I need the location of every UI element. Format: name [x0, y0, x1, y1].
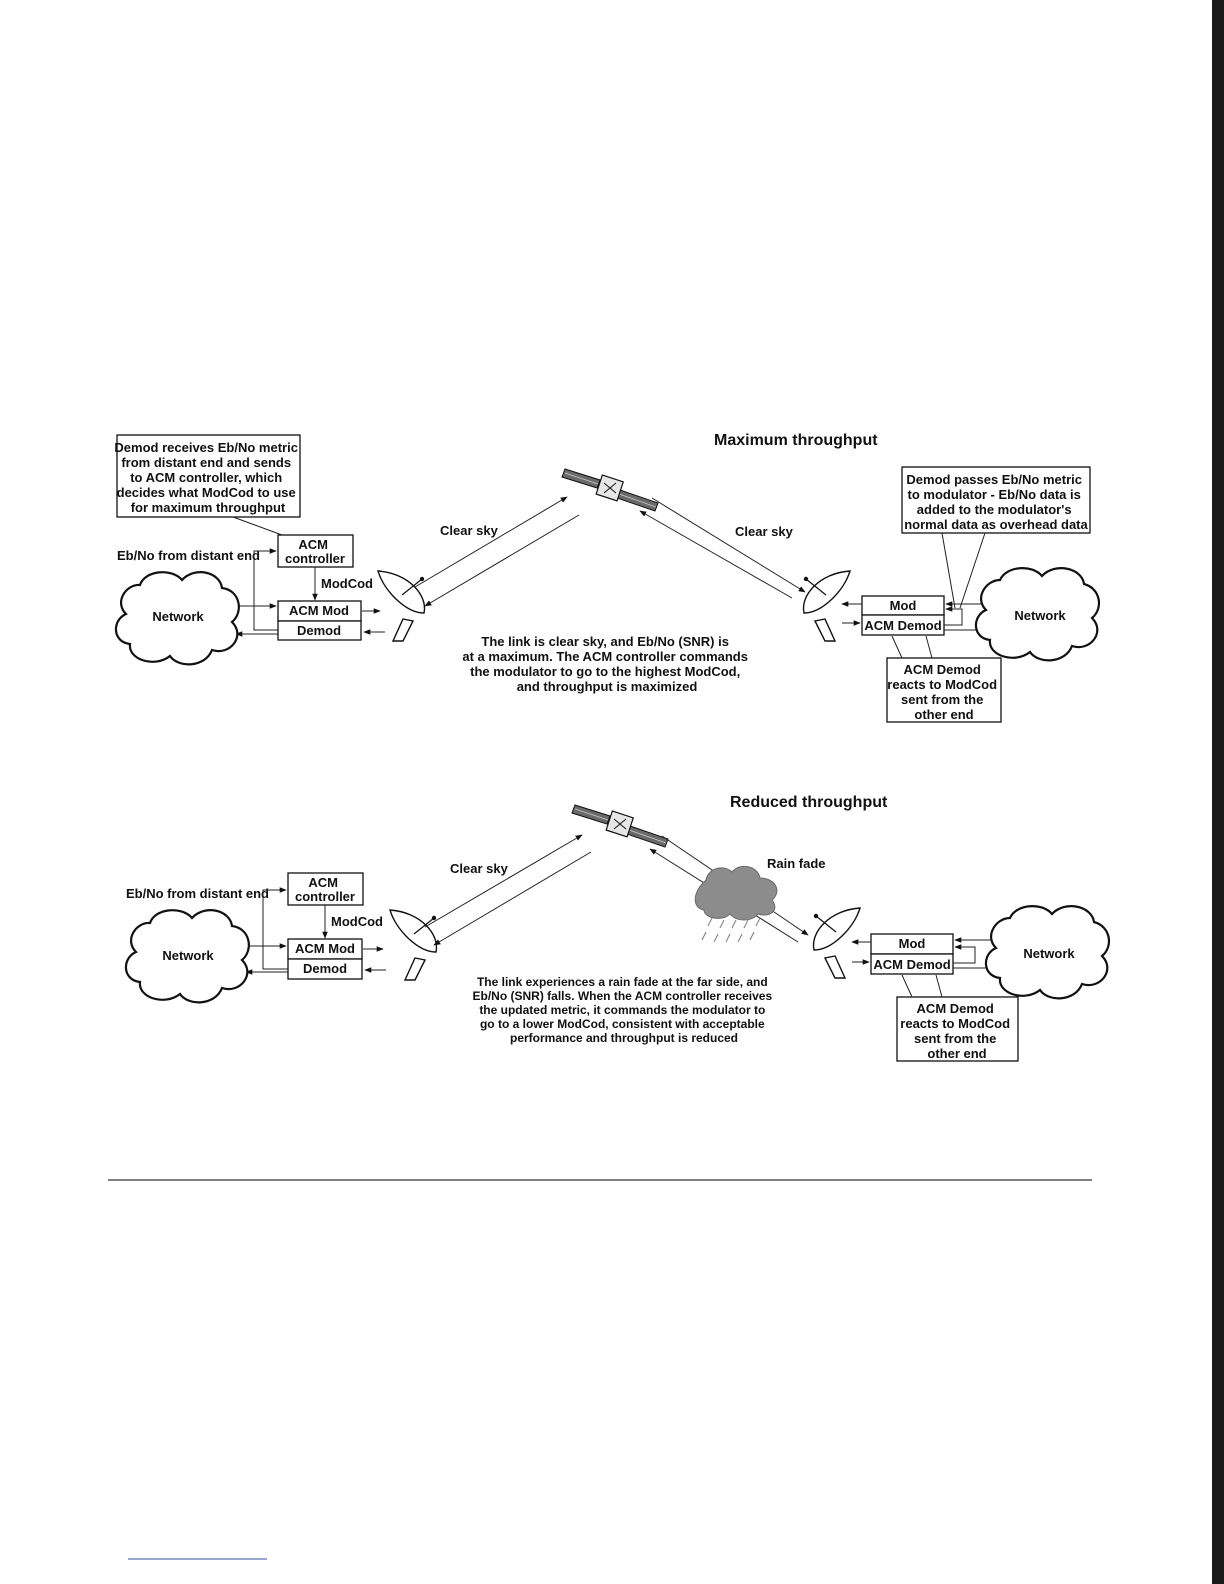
- top-modcod-label: ModCod: [321, 576, 373, 591]
- top-title: Maximum throughput: [714, 432, 878, 449]
- bottom-modcod-label: ModCod: [331, 914, 383, 929]
- top-clear-sky-left: Clear sky: [440, 523, 498, 538]
- top-react-note: ACM Demod reacts to ModCod sent from the other end: [887, 662, 998, 722]
- bottom-ebno-label: Eb/No from distant end: [126, 886, 269, 901]
- top-acm-demod-label: ACM Demod: [864, 618, 942, 633]
- bottom-acm-mod-label: ACM Mod: [295, 941, 355, 956]
- bottom-left-network-label: Network: [162, 948, 214, 963]
- top-center-text: The link is clear sky, and Eb/No (SNR) is at a maximum. The ACM controller commands the modulator to go to the highest ModCod, and throughput is maximized: [462, 634, 748, 694]
- top-acm-mod-label: ACM Mod: [289, 603, 349, 618]
- top-controller-label: ACM controller: [285, 537, 345, 566]
- top-right-dish: [803, 571, 850, 641]
- bottom-rain-fade-label: Rain fade: [767, 856, 826, 871]
- top-ebno-label: Eb/No from distant end: [117, 548, 260, 563]
- rain-cloud-icon: [695, 866, 777, 920]
- bottom-react-note: ACM Demod reacts to ModCod sent from the other end: [900, 1001, 1011, 1061]
- top-demod-label: Demod: [296, 623, 342, 638]
- top-mod-label: Mod: [889, 598, 917, 613]
- top-left-network-label: Network: [152, 609, 204, 624]
- bottom-demod-label: Demod: [302, 961, 348, 976]
- bottom-satellite: [572, 805, 668, 847]
- bottom-right-network-label: Network: [1023, 946, 1075, 961]
- bottom-title: Reduced throughput: [730, 794, 888, 811]
- bottom-controller-label: ACM controller: [295, 875, 355, 904]
- rain-drops-icon: [702, 918, 760, 942]
- top-left-note: Demod receives Eb/No metric from distant end and sends to ACM controller, which decides what ModCod to use for maximum throughput: [114, 440, 298, 515]
- bottom-right-dish: [813, 908, 860, 978]
- bottom-mod-label: Mod: [898, 936, 926, 951]
- top-right-note: Demod passes Eb/No metric to modulator - Eb/No data is added to the modulator's normal data as overhead data: [904, 472, 1088, 532]
- bottom-clear-sky-left: Clear sky: [450, 861, 508, 876]
- top-clear-sky-right: Clear sky: [735, 524, 793, 539]
- bottom-acm-demod-label: ACM Demod: [873, 957, 951, 972]
- bottom-left-dish: [390, 910, 437, 980]
- top-right-network-label: Network: [1014, 608, 1066, 623]
- page-edge-bar: [1212, 0, 1224, 1584]
- top-satellite: [562, 469, 658, 511]
- top-left-dish: [378, 571, 425, 641]
- bottom-center-text: The link experiences a rain fade at the far side, and Eb/No (SNR) falls. When the ACM controller receives the updated metric, it commands the modulator to go to a lower ModCod, consistent with acceptable performance and throughput is reduced: [472, 975, 773, 1045]
